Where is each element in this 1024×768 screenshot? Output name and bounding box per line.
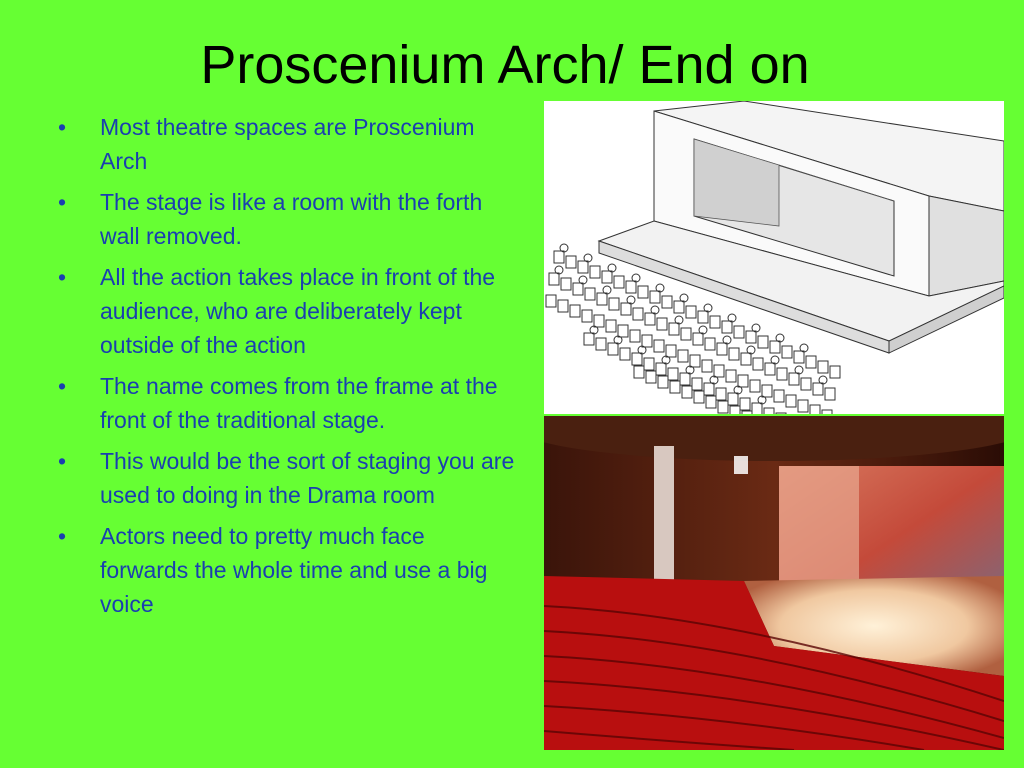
bullet-text: The name comes from the frame at the front of the traditional stage. bbox=[100, 373, 498, 433]
bullet-item bbox=[58, 185, 518, 253]
auditorium-photo-svg bbox=[544, 416, 1004, 750]
bullet-item bbox=[58, 369, 518, 437]
bullet-item bbox=[58, 444, 518, 512]
bullet-text: Actors need to pretty much face forwards the whole time and use a big voice bbox=[100, 523, 488, 617]
auditorium-photo-image bbox=[544, 416, 1004, 750]
bullet-icon: • bbox=[58, 114, 67, 140]
bullet-icon: • bbox=[58, 448, 67, 474]
bullet-icon: • bbox=[58, 373, 67, 399]
bullet-icon: • bbox=[58, 523, 67, 549]
slide-title: Proscenium Arch/ End on bbox=[200, 35, 810, 95]
bullet-text: All the action takes place in front of the audience, who are deliberately kept outside of the action bbox=[100, 264, 496, 358]
bullet-item bbox=[58, 260, 518, 362]
bullet-icon: • bbox=[58, 264, 67, 290]
bullet-text: The stage is like a room with the forth wall removed. bbox=[100, 189, 483, 249]
bullet-item bbox=[58, 519, 518, 621]
bullet-icon: • bbox=[58, 189, 67, 215]
bullet-text: This would be the sort of staging you are used to doing in the Drama room bbox=[100, 448, 515, 508]
proscenium-diagram-image bbox=[544, 101, 1004, 414]
bullet-item bbox=[58, 110, 518, 178]
proscenium-diagram-svg bbox=[544, 101, 1004, 414]
bullet-text: Most theatre spaces are Proscenium Arch bbox=[100, 114, 475, 174]
bullet-list bbox=[58, 110, 518, 628]
